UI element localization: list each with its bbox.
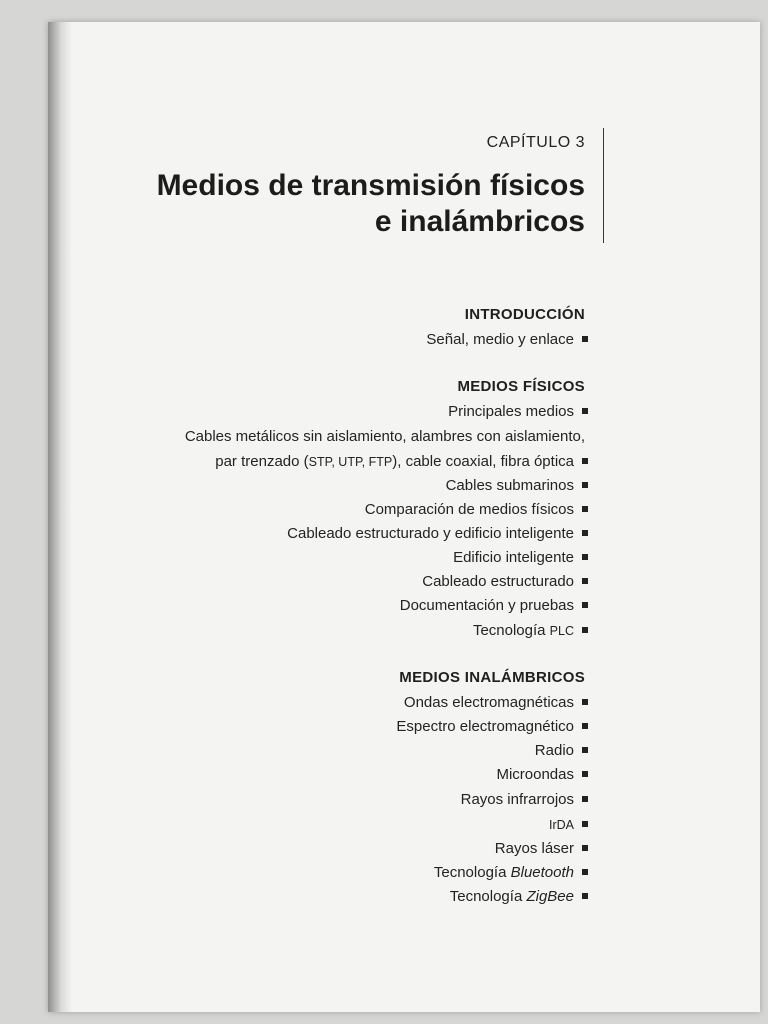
toc-item [400, 597, 588, 614]
toc-item [215, 453, 588, 470]
toc-item [461, 791, 588, 808]
toc-item-label: Comparación de medios físicos [364, 501, 574, 518]
section-heading-introduccion: INTRODUCCIÓN [464, 306, 585, 323]
bullet-icon [582, 530, 588, 536]
toc-item-label: Principales medios [448, 403, 574, 420]
bullet-icon [582, 821, 588, 827]
bullet-icon [582, 845, 588, 851]
bullet-icon [582, 602, 588, 608]
bullet-icon [582, 869, 588, 875]
toc-item [422, 573, 588, 590]
toc-item [453, 549, 588, 566]
toc-item [426, 331, 588, 348]
toc-item [473, 622, 588, 639]
toc-item-label: Rayos láser [494, 840, 574, 857]
bullet-icon [582, 747, 588, 753]
bullet-icon [582, 771, 588, 777]
toc-item-label: Cables submarinos [445, 477, 574, 494]
toc-item-label-post: ), cable coaxial, fibra óptica [392, 453, 574, 470]
toc-item [450, 888, 588, 905]
chapter-title-line-1: Medios de transmisión físicos [156, 169, 585, 202]
bullet-icon [582, 482, 588, 488]
toc-item [287, 525, 588, 542]
toc-item-label: IrDA [549, 818, 574, 832]
toc-item [396, 718, 588, 735]
toc-item-abbr: STP, UTP, FTP [308, 455, 393, 469]
toc-item-label: Ondas electromagnéticas [403, 694, 574, 711]
toc-item-label: Espectro electromagnético [396, 718, 574, 735]
bullet-icon [582, 796, 588, 802]
toc-item-abbr: PLC [549, 624, 574, 638]
bullet-icon [582, 336, 588, 342]
bullet-icon [582, 554, 588, 560]
toc-item [404, 694, 588, 711]
chapter-title-line-2: e inalámbricos [374, 205, 585, 238]
toc-item-continued [185, 428, 585, 445]
toc-item-label: Cables metálicos sin aislamiento, alambres con aislamiento, [184, 428, 585, 445]
bullet-icon [582, 506, 588, 512]
toc-item [496, 766, 588, 783]
toc-item-brand: ZigBee [526, 888, 574, 905]
chapter-divider [603, 128, 604, 243]
toc-item [434, 864, 588, 881]
toc-item [549, 816, 588, 833]
bullet-icon [582, 699, 588, 705]
section-heading-medios-fisicos: MEDIOS FÍSICOS [457, 378, 585, 395]
toc-item-label: Microondas [496, 766, 574, 783]
toc-item-label: Señal, medio y enlace [426, 331, 574, 348]
toc-item-label: Rayos infrarrojos [460, 791, 574, 808]
chapter-title [157, 168, 585, 240]
toc-item [365, 501, 588, 518]
toc-item-label-pre: Tecnología [449, 888, 527, 905]
toc-item [535, 742, 588, 759]
toc-item-label: Cableado estructurado y edificio inteligente [287, 525, 574, 542]
toc-item-label-pre: Tecnología [472, 622, 550, 639]
bullet-icon [582, 723, 588, 729]
toc-item [495, 840, 588, 857]
bullet-icon [582, 893, 588, 899]
toc-item-brand: Bluetooth [510, 864, 574, 881]
toc-item [446, 477, 588, 494]
binding-shadow [48, 22, 72, 1012]
toc-item [448, 403, 588, 420]
bullet-icon [582, 578, 588, 584]
toc-item-label: Documentación y pruebas [399, 597, 574, 614]
bullet-icon [582, 458, 588, 464]
bullet-icon [582, 627, 588, 633]
toc-item-label: Radio [534, 742, 574, 759]
chapter-label: CAPÍTULO 3 [486, 134, 585, 151]
toc-item-label-pre: par trenzado ( [215, 453, 309, 470]
toc-item-label-pre: Tecnología [433, 864, 511, 881]
section-heading-medios-inalambricos: MEDIOS INALÁMBRICOS [399, 669, 585, 686]
bullet-icon [582, 408, 588, 414]
toc-item-label: Cableado estructurado [422, 573, 574, 590]
toc-item-label: Edificio inteligente [453, 549, 574, 566]
